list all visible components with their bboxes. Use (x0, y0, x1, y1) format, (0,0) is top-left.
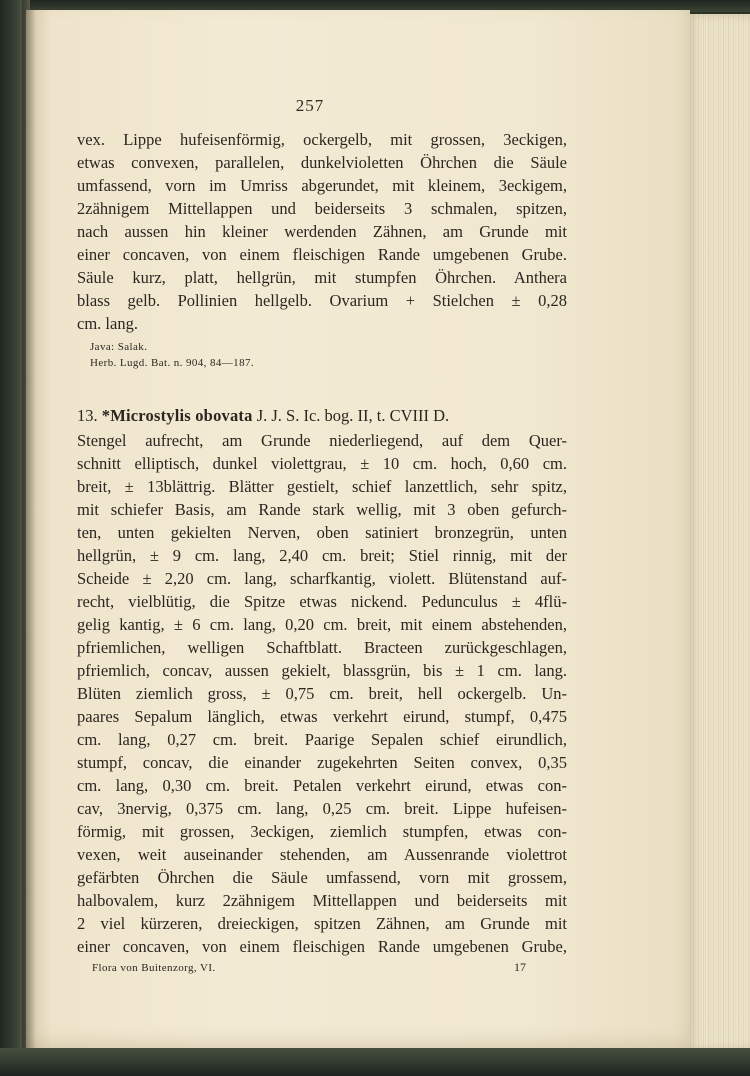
text-line: gefärbten Öhrchen die Säule umfassend, vorn mit grossem, (77, 868, 567, 887)
signature-mark: 17 (514, 960, 526, 974)
text-line: Stengel aufrecht, am Grunde niederliegend, auf dem Quer- (77, 431, 567, 450)
text-line: halbovalem, kurz 2zähnigem Mittellappen und beiderseits mit (77, 891, 567, 910)
text-line: paares Sepalum länglich, etwas verkehrt eirund, stumpf, 0,475 (77, 707, 567, 726)
text-line: pfriemlichen, welligen Schaftblatt. Bracteen zurückgeschlagen, (77, 638, 567, 657)
text-line: 2 viel kürzeren, dreieckigen, spitzen Zähnen, am Grunde mit (77, 914, 567, 933)
text-line: umfassend, vorn im Umriss abgerundet, mit kleinem, 3eckigem, (77, 176, 567, 195)
locality-line: Java: Salak. (90, 341, 148, 353)
species-name: *Microstylis obovata (101, 406, 253, 425)
text-line: blass gelb. Pollinien hellgelb. Ovarium + Stielchen ± 0,28 (77, 291, 567, 310)
text-line: einer concaven, von einem fleischigen Rande umgebenen Grube, (77, 937, 567, 956)
text-line: 2zähnigem Mittellappen und beiderseits 3 schmalen, spitzen, (77, 199, 567, 218)
text-line: einer concaven, von einem fleischigen Rande umgebenen Grube. (77, 245, 567, 264)
text-line: cm. lang, 0,30 cm. breit. Petalen verkehrt eirund, etwas con- (77, 776, 567, 795)
spine-shadow (22, 0, 36, 1076)
text-line: vexen, weit auseinander stehenden, am Aussenrande violettrot (77, 845, 567, 864)
text-line: cm. lang, 0,27 cm. breit. Paarige Sepalen schief eirundlich, (77, 730, 567, 749)
page-number: 257 (295, 96, 325, 115)
text-line: etwas convexen, parallelen, dunkelvioletten Öhrchen die Säule (77, 153, 567, 172)
text-line: förmig, mit grossen, 3eckigen, ziemlich stumpfen, etwas con- (77, 822, 567, 841)
species-number: 13. (77, 406, 98, 425)
text-line: ten, unten gekielten Nerven, oben satiniert bronzegrün, unten (77, 523, 567, 542)
text-line: schnitt elliptisch, dunkel violettgrau, ± 10 cm. hoch, 0,60 cm. (77, 454, 567, 473)
herbarium-line: Herb. Lugd. Bat. n. 904, 84—187. (90, 357, 255, 369)
species-reference: J. J. S. Ic. bog. II, t. CVIII D. (256, 406, 450, 425)
book-bottom-board (0, 1048, 750, 1076)
text-line: mit schiefer Basis, am Rande stark wellig, mit 3 oben gefurch- (77, 500, 567, 519)
species-heading (77, 406, 567, 426)
page-edges (684, 14, 750, 1050)
text-line: Blüten ziemlich gross, ± 0,75 cm. breit, hell ockergelb. Un- (77, 684, 567, 703)
text-line: pfriemlich, concav, aussen gekielt, blassgrün, bis ± 1 cm. lang. (77, 661, 567, 680)
text-line: hellgrün, ± 9 cm. lang, 2,40 cm. breit; Stiel rinnig, mit der (77, 546, 567, 565)
text-line: Säule kurz, platt, hellgrün, mit stumpfen Öhrchen. Anthera (77, 268, 567, 287)
text-line: cm. lang. (77, 314, 138, 333)
text-line: vex. Lippe hufeisenförmig, ockergelb, mit grossen, 3eckigen, (77, 130, 567, 149)
text-line: gelig kantig, ± 6 cm. lang, 0,20 cm. breit, mit einem abstehenden, (77, 615, 567, 634)
text-line: Scheide ± 2,20 cm. lang, scharfkantig, violett. Blütenstand auf- (77, 569, 567, 588)
text-line: nach aussen hin kleiner werdenden Zähnen, am Grunde mit (77, 222, 567, 241)
text-line: recht, vielblütig, die Spitze etwas nickend. Pedunculus ± 4flü- (77, 592, 567, 611)
text-line: breit, ± 13blättrig. Blätter gestielt, schief lanzettlich, sehr spitz, (77, 477, 567, 496)
text-line: cav, 3nervig, 0,375 cm. lang, 0,25 cm. breit. Lippe hufeisen- (77, 799, 567, 818)
footer-signature: Flora von Buitenzorg, VI. (92, 962, 216, 974)
text-line: stumpf, concav, die einander zugekehrten Seiten convex, 0,35 (77, 753, 567, 772)
